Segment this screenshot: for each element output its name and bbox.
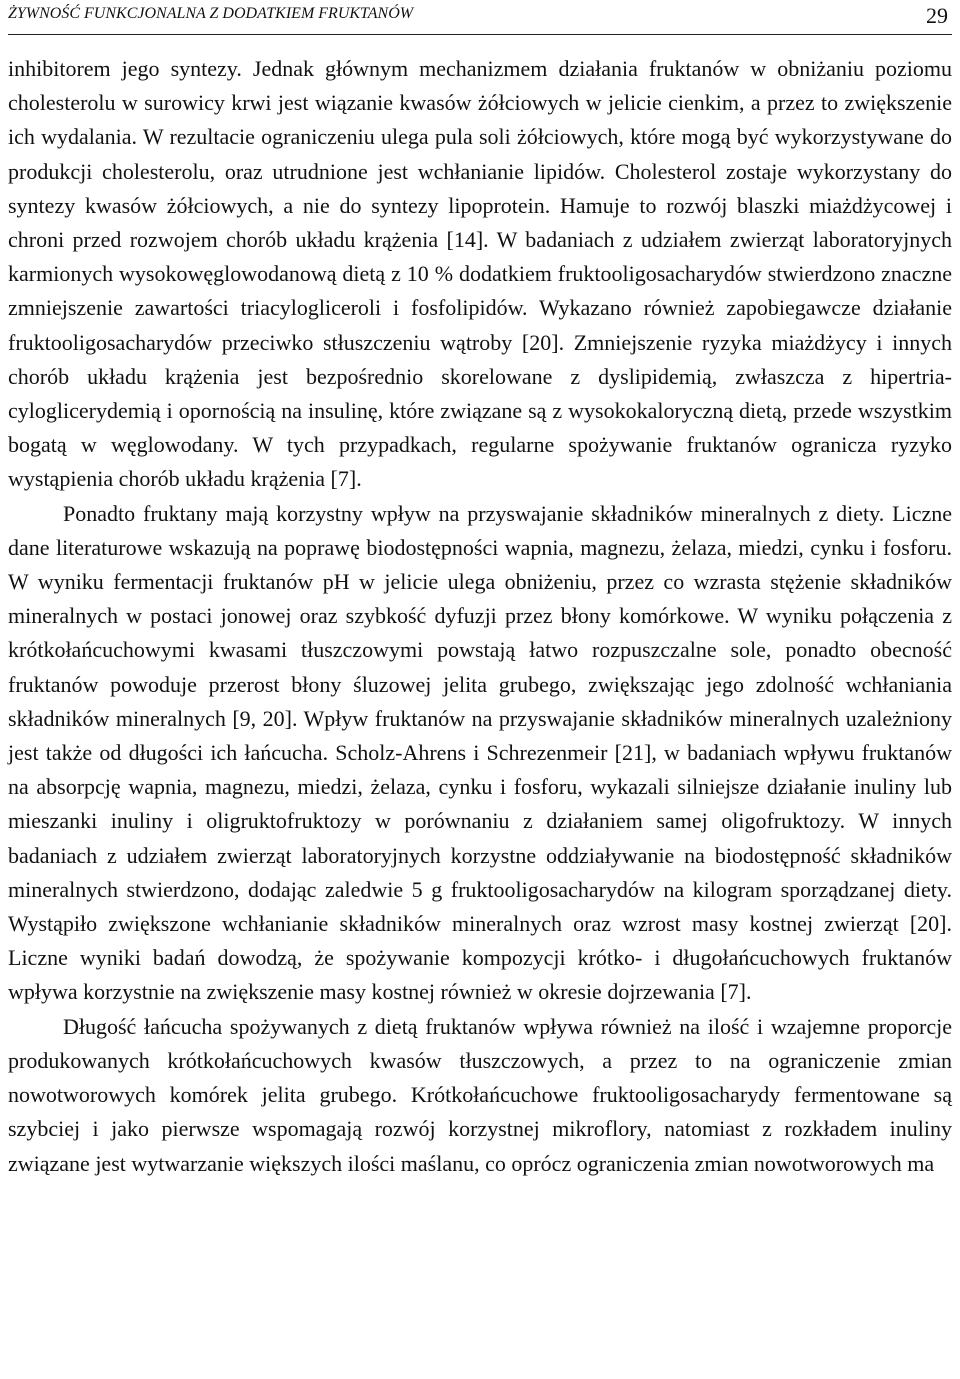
document-page xyxy=(8,0,952,1181)
paragraph-2: Ponadto fruktany mają korzystny wpływ na przyswajanie składników mineralnych z diety. Liczne dane literaturowe wskazują na poprawę biodostępności wapnia, magnezu, żelaza, miedzi, cynku i fosforu. W wyniku fermentacji fruktanów pH w jelicie ulega obniżeniu, przez co wzrasta stężenie składników mineralnych w postaci jonowej oraz szybkość dyfuzji przez błony komórkowe. W wyniku połączenia z krótkołańcuchowymi kwasami tłuszczowymi powstają łatwo rozpuszczalne sole, ponadto obecność fruktanów powoduje przerost błony śluzowej jelita grubego, zwiększając jego zdolność wchłaniania składników mineralnych [9, 20]. Wpływ fruktanów na przyswajanie składników mineralnych uzależniony jest także od długości ich łańcucha. Scholz-Ahrens i Schrezenmeir [21], w badaniach wpływu fruktanów na absorpcję wapnia, magnezu, miedzi, żelaza, cynku i fosforu, wykazali silniejsze działanie inuliny lub mieszanki inuliny i oligruktofruktozy w porównaniu z działaniem samej oligofruktozy. W innych badaniach z udziałem zwierząt laboratoryjnych korzystne oddziaływanie na biodostępność składników mineralnych stwierdzono, dodając zaledwie 5 g fruktooligosacharydów na kilogram sporządzanej diety. Wystąpiło zwiększone wchłanianie składników mineralnych oraz wzrost masy kostnej zwierząt [20]. Liczne wyniki badań dowodzą, że spożywanie kompozycji krótko- i długołańcuchowych fruktanów wpływa korzystnie na zwiększenie masy kostnej również w okresie dojrzewania [7]. xyxy=(8,500,952,1005)
header-rule xyxy=(8,34,952,35)
paragraph-3: Długość łańcucha spożywanych z dietą fruktanów wpływa również na ilość i wzajemne proporcje produkowanych krótkołańcuchowych kwasów tłuszczowych, a przez to na ograniczenie zmian nowotworowych komórek jelita grubego. Krótkołańcuchowe fruktooligosacharydy fermentowane są szybciej i jako pierwsze wspomagają rozwój korzystnej mikroflory, natomiast z rozkładem inuliny związane jest wytwarzanie większych ilości maślanu, co oprócz ograniczenia zmian nowotworowych ma xyxy=(8,1013,952,1176)
page-number: 29 xyxy=(926,3,948,28)
running-header-title: ŻYWNOŚĆ FUNKCJONALNA Z DODATKIEM FRUKTANÓW xyxy=(8,5,414,22)
running-header xyxy=(8,0,952,44)
paragraph-1: inhibitorem jego syntezy. Jednak głównym mechanizmem działania fruktanów w obniżaniu poziomu cholesterolu w surowicy krwi jest wiązanie kwasów żółciowych w jelicie cienkim, a przez to zwiększenie ich wydalania. W rezultacie ograniczeniu ulega pula soli żółciowych, które mogą być wykorzystywane do produkcji cholesterolu, oraz utrudnione jest wchłanianie lipidów. Cholesterol zostaje wykorzystany do syntezy kwasów żółciowych, a nie do syntezy lipoprotein. Hamuje to rozwój blaszki miażdżycowej i chroni przed rozwojem chorób układu krążenia [14]. W badaniach z udziałem zwierząt laboratoryjnych karmionych wysokowęglowodanową dietą z 10 % dodatkiem fruktooligosacharydów stwierdzono znaczne zmniejszenie zawartości triacylogliceroli i fosfolipidów. Wykazano również zapobiegawcze działanie fruktooligosacharydów przeciwko stłuszczeniu wątroby [20]. Zmniejszenie ryzyka miażdżycy i innych chorób układu krążenia jest bezpośrednio skorelowane z dyslipidemią, zwłaszcza z hipertriacyloglicerydemią i opornością na insulinę, które związane są z wysokokaloryczną dietą, przede wszystkim bogatą w węglowodany. W tych przypadkach, regularne spożywanie fruktanów ogranicza ryzyko wystąpienia chorób układu krążenia [7]. xyxy=(8,56,952,492)
body-text xyxy=(8,52,952,1181)
